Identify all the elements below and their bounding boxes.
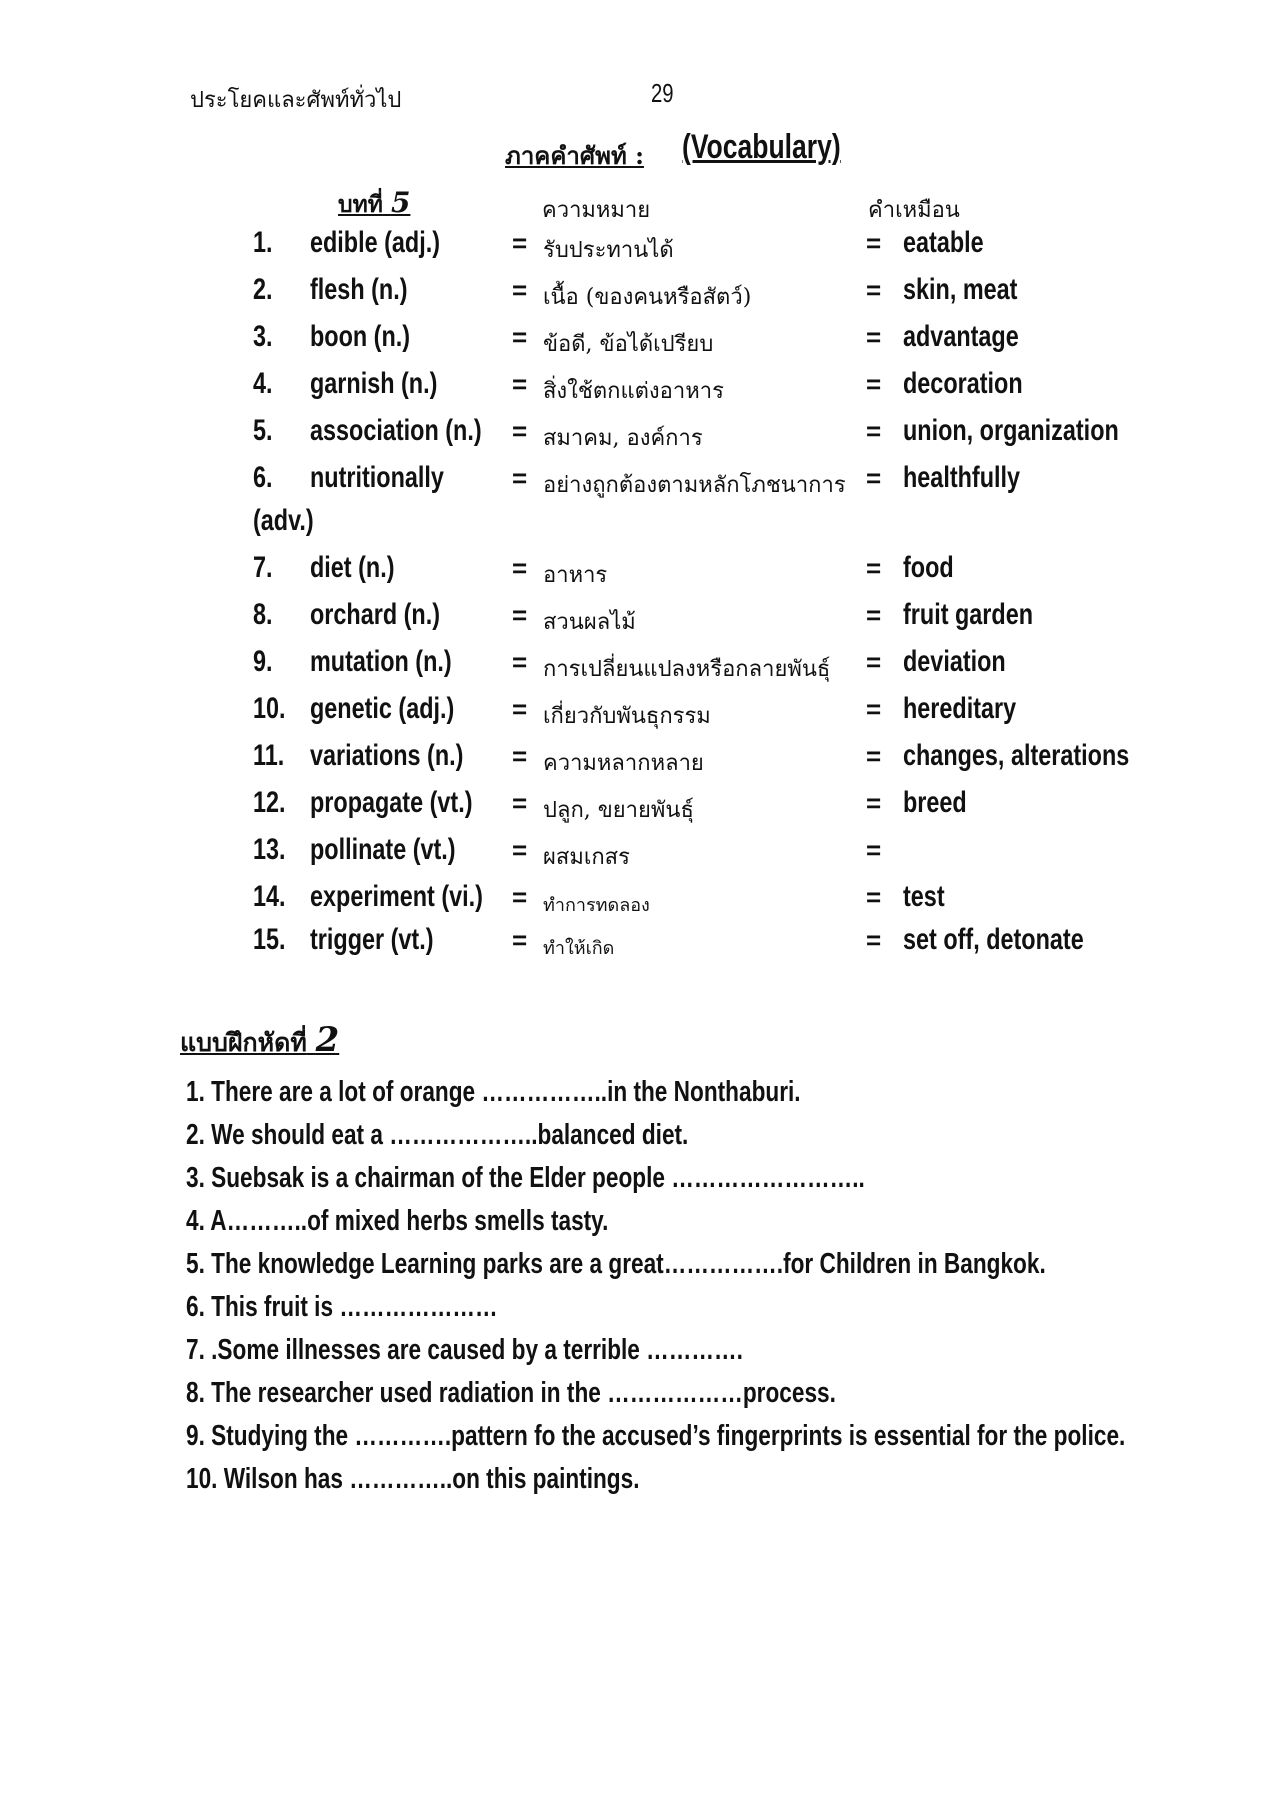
- vocab-number: 8.: [253, 598, 273, 631]
- vocab-number: 10.: [253, 692, 286, 725]
- vocab-word: variations (n.): [310, 739, 464, 772]
- vocab-row: [0, 735, 1272, 781]
- vocab-synonym: breed: [903, 786, 967, 819]
- vocab-row: [0, 410, 1272, 456]
- exercise-item: 5. The knowledge Learning parks are a great…………….for Children in Bangkok.: [186, 1248, 1046, 1280]
- vocab-synonym: hereditary: [903, 692, 1017, 725]
- equals-sign: =: [512, 322, 528, 352]
- vocab-row: [0, 269, 1272, 315]
- vocab-meaning: ทำการทดลอง: [543, 895, 650, 916]
- vocab-synonym: changes, alterations: [903, 739, 1130, 772]
- exercise-item: 3. Suebsak is a chairman of the Elder people ……………………..: [186, 1162, 865, 1194]
- equals-sign: =: [866, 835, 882, 865]
- vocab-meaning: รับประทานได้: [543, 238, 674, 263]
- vocab-number: 12.: [253, 786, 286, 819]
- vocab-synonym: healthfully: [903, 461, 1021, 494]
- exercise-item: 8. The researcher used radiation in the ………………process.: [186, 1377, 836, 1409]
- exercise-heading: [180, 1020, 339, 1063]
- equals-sign: =: [866, 788, 882, 818]
- equals-sign: =: [512, 228, 528, 258]
- lesson-number: 5: [390, 186, 411, 219]
- vocab-word: edible (adj.): [310, 226, 441, 259]
- vocab-meaning: เกี่ยวกับพันธุกรรม: [543, 704, 711, 729]
- meaning-column-header: ความหมาย: [542, 198, 651, 223]
- exercise-item: 4. A………..of mixed herbs smells tasty.: [186, 1205, 609, 1237]
- vocab-number: 13.: [253, 833, 286, 866]
- vocab-word: diet (n.): [310, 551, 395, 584]
- vocab-synonym: eatable: [903, 226, 984, 259]
- equals-sign: =: [866, 553, 882, 583]
- vocab-word: propagate (vt.): [310, 786, 473, 819]
- equals-sign: =: [866, 882, 882, 912]
- equals-sign: =: [866, 275, 882, 305]
- vocab-word: orchard (n.): [310, 598, 441, 631]
- section-title-thai: ภาคคำศัพท์ :: [505, 141, 644, 170]
- equals-sign: =: [512, 553, 528, 583]
- vocab-row: [0, 641, 1272, 687]
- exercise-item: 1. There are a lot of orange ……………..in the Nonthaburi.: [186, 1076, 801, 1108]
- equals-sign: =: [512, 835, 528, 865]
- vocab-meaning: สวนผลไม้: [543, 610, 636, 635]
- vocab-number: 1.: [253, 226, 273, 259]
- equals-sign: =: [512, 741, 528, 771]
- vocab-row: [0, 829, 1272, 875]
- vocab-synonym: deviation: [903, 645, 1006, 678]
- synonym-column-header: คำเหมือน: [868, 198, 960, 223]
- vocab-word: association (n.): [310, 414, 482, 447]
- equals-sign: =: [512, 600, 528, 630]
- vocab-number: 7.: [253, 551, 273, 584]
- vocab-meaning: ข้อดี, ข้อได้เปรียบ: [543, 332, 714, 357]
- equals-sign: =: [866, 925, 882, 955]
- section-title-english: (Vocabulary): [682, 128, 841, 166]
- vocab-number: 4.: [253, 367, 273, 400]
- equals-sign: =: [866, 322, 882, 352]
- equals-sign: =: [512, 647, 528, 677]
- vocab-word: nutritionally: [310, 461, 444, 494]
- vocab-meaning: ความหลากหลาย: [543, 751, 704, 776]
- exercise-title: แบบฝึกหัดที่: [180, 1028, 307, 1057]
- exercise-number: 2: [315, 1020, 340, 1060]
- vocab-number: 6.: [253, 461, 273, 494]
- vocab-row: [0, 919, 1272, 965]
- vocab-meaning: สิ่งใช้ตกแต่งอาหาร: [543, 379, 724, 404]
- vocab-word: flesh (n.): [310, 273, 408, 306]
- equals-sign: =: [866, 647, 882, 677]
- vocab-row: [0, 316, 1272, 362]
- lesson-label-text: บทที่: [338, 191, 383, 218]
- equals-sign: =: [866, 416, 882, 446]
- vocab-word: mutation (n.): [310, 645, 452, 678]
- vocab-meaning: ทำให้เกิด: [543, 938, 615, 959]
- exercise-item: 2. We should eat a ………………..balanced diet.: [186, 1119, 689, 1151]
- vocab-synonym: union, organization: [903, 414, 1119, 447]
- vocab-meaning: เนื้อ (ของคนหรือสัตว์): [543, 285, 752, 310]
- vocab-synonym: decoration: [903, 367, 1023, 400]
- header-title: ประโยคและศัพท์ทั่วไป: [190, 88, 402, 113]
- vocab-synonym: fruit garden: [903, 598, 1034, 631]
- equals-sign: =: [866, 463, 882, 493]
- vocab-synonym: advantage: [903, 320, 1019, 353]
- vocab-word: genetic (adj.): [310, 692, 455, 725]
- equals-sign: =: [866, 369, 882, 399]
- equals-sign: =: [512, 463, 528, 493]
- equals-sign: =: [866, 228, 882, 258]
- vocab-meaning: สมาคม, องค์การ: [543, 426, 703, 451]
- vocab-number: 15.: [253, 923, 286, 956]
- vocab-row: [0, 876, 1272, 922]
- exercise-item: 6. This fruit is …………………: [186, 1291, 498, 1323]
- exercise-item: 7. .Some illnesses are caused by a terrible ………….: [186, 1334, 743, 1366]
- equals-sign: =: [512, 416, 528, 446]
- vocab-word: pollinate (vt.): [310, 833, 456, 866]
- vocab-synonym: skin, meat: [903, 273, 1018, 306]
- vocab-synonym: food: [903, 551, 954, 584]
- vocab-part-of-speech: (adv.): [253, 504, 314, 537]
- vocab-row: [0, 547, 1272, 593]
- vocab-number: 5.: [253, 414, 273, 447]
- equals-sign: =: [866, 741, 882, 771]
- vocab-number: 2.: [253, 273, 273, 306]
- vocab-number: 9.: [253, 645, 273, 678]
- equals-sign: =: [512, 925, 528, 955]
- vocab-row: [0, 222, 1272, 268]
- vocab-number: 11.: [253, 739, 285, 772]
- lesson-label: [338, 186, 410, 223]
- vocab-meaning: ปลูก, ขยายพันธุ์: [543, 798, 694, 823]
- vocab-word: trigger (vt.): [310, 923, 434, 956]
- vocab-word: boon (n.): [310, 320, 411, 353]
- vocab-meaning: การเปลี่ยนแปลงหรือกลายพันธุ์: [543, 657, 831, 682]
- vocab-synonym: test: [903, 880, 945, 913]
- vocab-number: 3.: [253, 320, 273, 353]
- equals-sign: =: [512, 369, 528, 399]
- vocab-row: [0, 457, 1272, 503]
- exercise-item: 10. Wilson has …………..on this paintings.: [186, 1463, 640, 1495]
- vocab-meaning: ผสมเกสร: [543, 845, 630, 870]
- equals-sign: =: [512, 694, 528, 724]
- vocab-meaning: อาหาร: [543, 563, 608, 588]
- exercise-item: 9. Studying the ………….pattern fo the accused’s fingerprints is essential for the police.: [186, 1420, 1126, 1452]
- vocab-word: experiment (vi.): [310, 880, 483, 913]
- equals-sign: =: [866, 694, 882, 724]
- vocab-meaning: อย่างถูกต้องตามหลักโภชนาการ: [543, 473, 846, 498]
- vocab-row: [0, 594, 1272, 640]
- vocab-row: [0, 688, 1272, 734]
- vocab-row: [0, 363, 1272, 409]
- vocab-word: garnish (n.): [310, 367, 438, 400]
- equals-sign: =: [512, 788, 528, 818]
- equals-sign: =: [866, 600, 882, 630]
- vocab-number: 14.: [253, 880, 286, 913]
- vocab-synonym: set off, detonate: [903, 923, 1084, 956]
- equals-sign: =: [512, 882, 528, 912]
- equals-sign: =: [512, 275, 528, 305]
- page-number: 29: [651, 78, 674, 108]
- vocab-row: [0, 782, 1272, 828]
